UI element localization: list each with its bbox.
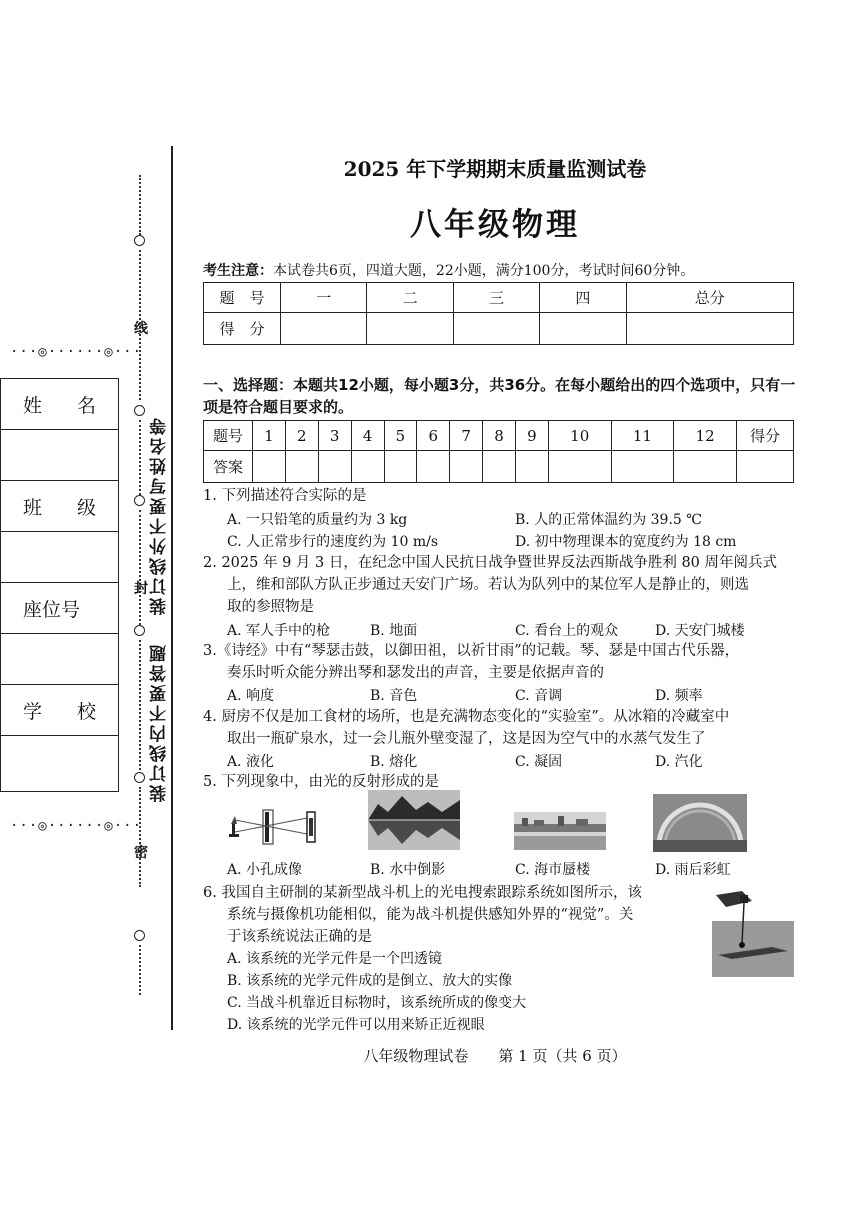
q2-option-d: D. 天安门城楼: [655, 623, 745, 639]
q3-option-c: C. 音调: [515, 688, 563, 704]
answer-header-cell: 7: [450, 421, 483, 451]
q2-option-c: C. 看台上的观众: [515, 623, 619, 639]
water-reflection-figure: [368, 790, 460, 850]
q1-option-b: B. 人的正常体温约为 39.5 ℃: [515, 512, 702, 528]
question-6-line-3: 于该系统说法正确的是: [227, 929, 372, 945]
answer-header-cell: 11: [611, 421, 674, 451]
q5-option-d: D. 雨后彩虹: [655, 862, 731, 878]
q3-option-d: D. 频率: [655, 688, 703, 704]
q5-option-a: A. 小孔成像: [227, 862, 303, 878]
seal-circle: [134, 625, 145, 636]
answer-cell[interactable]: [450, 451, 483, 483]
secret-char: 密: [134, 845, 148, 861]
question-3-line-2: 奏乐时听众能分辨出琴和瑟发出的声音，主要是依据声音的: [227, 665, 604, 681]
name-field[interactable]: [1, 430, 119, 481]
subject-title: 八年级物理: [410, 207, 580, 243]
answer-header-cell: 5: [384, 421, 417, 451]
question-2-line-1: 2. 2025 年 9 月 3 日，在纪念中国人民抗日战争暨世界反法西斯战争胜利 80 周年阅兵式: [203, 555, 778, 571]
score-header-cell: 二: [367, 283, 453, 313]
seal-circle: [134, 772, 145, 783]
q4-option-c: C. 凝固: [515, 754, 563, 770]
seal-circle: [134, 405, 145, 416]
q3-option-b: B. 音色: [370, 688, 418, 704]
answer-cell[interactable]: [483, 451, 516, 483]
q6-option-a: A. 该系统的光学元件是一个凹透镜: [227, 951, 443, 967]
q5-option-c: C. 海市蜃楼: [515, 862, 591, 878]
name-label: 姓 名: [1, 379, 119, 430]
answer-cell[interactable]: [611, 451, 674, 483]
answer-row-label: 答案: [204, 451, 253, 483]
seat-field[interactable]: [1, 634, 119, 685]
answer-header-cell: 1: [253, 421, 286, 451]
answer-header-cell: 3: [318, 421, 351, 451]
seal-circle: [134, 930, 145, 941]
question-4-line-2: 取出一瓶矿泉水，过一会儿瓶外壁变湿了，这是因为空气中的水蒸气发生了: [227, 731, 706, 747]
seal-char: 封: [134, 581, 148, 597]
class-label: 班 级: [1, 481, 119, 532]
answer-header-cell: 6: [417, 421, 450, 451]
q6-option-c: C. 当战斗机靠近目标物时，该系统所成的像变大: [227, 995, 527, 1011]
score-cell[interactable]: [281, 313, 367, 345]
q6-option-b: B. 该系统的光学元件成的是倒立、放大的实像: [227, 973, 513, 989]
question-3-line-1: 3.《诗经》中有“琴瑟击鼓，以御田祖，以祈甘雨”的记载。琴、瑟是中国古代乐器，: [203, 643, 740, 659]
line-char: 线: [134, 321, 148, 337]
school-field[interactable]: [1, 736, 119, 792]
rainbow-figure: [653, 794, 747, 852]
q1-option-a: A. 一只铅笔的质量约为 3 kg: [227, 512, 408, 528]
answer-table: [203, 420, 794, 483]
answer-cell[interactable]: [674, 451, 737, 483]
question-5-stem: 5. 下列现象中，由光的反射形成的是: [203, 774, 439, 790]
score-header-cell: 三: [453, 283, 539, 313]
q4-option-a: A. 液化: [227, 754, 275, 770]
q3-option-a: A. 响度: [227, 688, 275, 704]
seal-dot-row: ···◎······◎···: [10, 344, 143, 360]
student-info-table: [0, 378, 119, 792]
page-footer: 八年级物理试卷 第 1 页（共 6 页）: [363, 1047, 627, 1065]
score-cell[interactable]: [540, 313, 626, 345]
binding-note-outer: 装订线外不要写姓名等: [150, 415, 170, 615]
question-6-line-1: 6. 我国自主研制的某新型战斗机上的光电搜索跟踪系统如图所示，该: [203, 885, 642, 901]
answer-header-cell: 12: [674, 421, 737, 451]
answer-cell[interactable]: [318, 451, 351, 483]
section-heading: 一、选择题：本题共12小题，每小题3分，共36分。在每小题给出的四个选项中，只有一项是符合题目要求的。: [203, 376, 796, 416]
dotted-line: [139, 420, 141, 495]
answer-header-cell: 题号: [204, 421, 253, 451]
score-cell[interactable]: [367, 313, 453, 345]
answer-cell[interactable]: [351, 451, 384, 483]
dotted-line: [139, 640, 141, 770]
school-label: 学 校: [1, 685, 119, 736]
answer-cell[interactable]: [737, 451, 794, 483]
exam-title: 2025 年下学期期末质量监测试卷: [343, 157, 647, 181]
q1-option-d: D. 初中物理课本的宽度约为 18 cm: [515, 534, 737, 550]
answer-header-cell: 8: [483, 421, 516, 451]
q4-option-b: B. 熔化: [370, 754, 418, 770]
dotted-line: [139, 945, 141, 995]
score-cell[interactable]: [453, 313, 539, 345]
seat-label: 座位号: [1, 583, 119, 634]
dotted-line: [139, 787, 141, 887]
answer-cell[interactable]: [548, 451, 611, 483]
answer-header-cell: 10: [548, 421, 611, 451]
question-2-line-2: 上，维和部队方队正步通过天安门广场。若认为队列中的某位军人是静止的，则选: [227, 577, 749, 593]
answer-header-cell: 得分: [737, 421, 794, 451]
seal-circle: [134, 495, 145, 506]
score-header-cell: 四: [540, 283, 626, 313]
score-header-cell: 题 号: [204, 283, 281, 313]
answer-cell[interactable]: [384, 451, 417, 483]
class-field[interactable]: [1, 532, 119, 583]
q4-option-d: D. 汽化: [655, 754, 703, 770]
dotted-line: [139, 510, 141, 625]
answer-header-cell: 4: [351, 421, 384, 451]
question-4-line-1: 4. 厨房不仅是加工食材的场所，也是充满物态变化的“实验室”。从冰箱的冷藏室中: [203, 709, 730, 725]
score-header-cell: 总分: [626, 283, 793, 313]
q5-option-b: B. 水中倒影: [370, 862, 446, 878]
question-6-line-2: 系统与摄像机功能相似，能为战斗机提供感知外界的“视觉”。关: [227, 907, 634, 923]
score-row-label: 得 分: [204, 313, 281, 345]
fighter-tracking-system-figure: [712, 885, 794, 977]
score-table: [203, 282, 794, 345]
q6-option-d: D. 该系统的光学元件可以用来矫正近视眼: [227, 1017, 485, 1033]
answer-header-cell: 9: [516, 421, 549, 451]
score-cell[interactable]: [626, 313, 793, 345]
q1-option-c: C. 人正常步行的速度约为 10 m/s: [227, 534, 439, 550]
q2-option-a: A. 军人手中的枪: [227, 623, 331, 639]
question-1-stem: 1. 下列描述符合实际的是: [203, 488, 367, 504]
seal-dot-row: ···◎······◎···: [10, 818, 143, 834]
pinhole-imaging-figure: [225, 808, 329, 848]
answer-header-cell: 2: [285, 421, 318, 451]
exam-notice: 考生注意：本试卷共6页，四道大题，22小题，满分100分，考试时间60分钟。: [203, 263, 695, 279]
question-2-line-3: 取的参照物是: [227, 599, 314, 615]
binding-note-inner: 装订线内不要答题: [150, 642, 170, 802]
answer-cell[interactable]: [253, 451, 286, 483]
seal-circle: [134, 235, 145, 246]
answer-cell[interactable]: [417, 451, 450, 483]
score-header-cell: 一: [281, 283, 367, 313]
dotted-line: [139, 175, 141, 235]
mirage-figure: [514, 812, 606, 850]
answer-cell[interactable]: [516, 451, 549, 483]
answer-cell[interactable]: [285, 451, 318, 483]
q2-option-b: B. 地面: [370, 623, 418, 639]
